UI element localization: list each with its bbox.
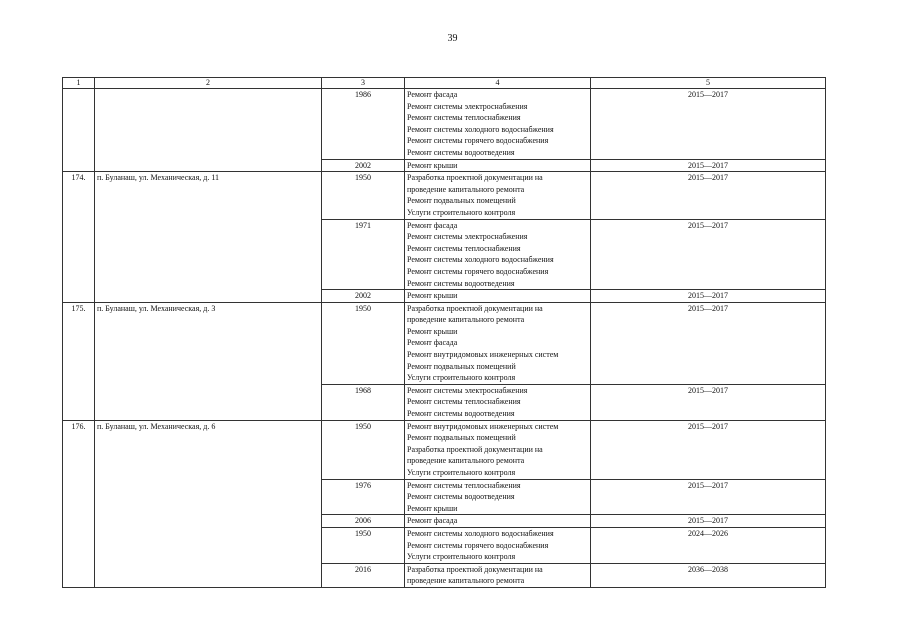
work-item: Разработка проектной документации на — [407, 303, 543, 313]
year-cell: 2006 — [322, 515, 405, 528]
number-cell-empty — [63, 89, 95, 172]
entry-number: 174. — [63, 172, 95, 303]
year-cell: 2002 — [322, 159, 405, 172]
period-cell: 2015—2017 — [591, 302, 826, 384]
period-cell: 2015—2017 — [591, 479, 826, 515]
period-cell: 2015—2017 — [591, 290, 826, 303]
period-cell: 2015—2017 — [591, 420, 826, 479]
work-item: Ремонт крыши — [407, 160, 458, 170]
year-cell: 2002 — [322, 290, 405, 303]
work-item: Ремонт фасада — [407, 338, 458, 348]
col-header: 1 — [63, 78, 95, 89]
entry-address: п. Буланаш, ул. Механическая, д. 6 — [95, 420, 322, 587]
work-item: Ремонт системы холодного водоснабжения — [407, 124, 554, 134]
work-item: Ремонт системы горячего водоснабжения — [407, 136, 549, 146]
work-item: Услуги строительного контроля — [407, 468, 516, 477]
works-cell — [405, 479, 591, 515]
work-item: Ремонт подвальных помещений — [407, 433, 516, 443]
work-item: Ремонт системы теплоснабжения — [407, 480, 521, 490]
table-row — [63, 172, 826, 219]
period-cell: 2015—2017 — [591, 159, 826, 172]
col-header: 3 — [322, 78, 405, 89]
period-cell: 2015—2017 — [591, 89, 826, 160]
period-cell: 2015—2017 — [591, 172, 826, 219]
period-cell: 2024—2026 — [591, 527, 826, 563]
work-item: Услуги строительного контроля — [407, 207, 516, 217]
year-cell: 1968 — [322, 384, 405, 420]
entry-address: п. Буланаш, ул. Механическая, д. 3 — [95, 302, 322, 420]
entry-address: п. Буланаш, ул. Механическая, д. 11 — [95, 172, 322, 303]
works-cell — [405, 420, 591, 479]
work-item: Разработка проектной документации на — [407, 564, 543, 574]
period-cell: 2015—2017 — [591, 219, 826, 290]
work-item: Ремонт внутридомовых инженерных систем — [407, 350, 559, 360]
work-item: Ремонт внутридомовых инженерных систем — [407, 421, 559, 431]
table-body — [63, 78, 826, 588]
work-item: Ремонт фасада — [407, 220, 458, 230]
works-cell — [405, 563, 591, 587]
work-item: Ремонт фасада — [407, 516, 458, 526]
year-cell: 1950 — [322, 172, 405, 219]
col-header: 5 — [591, 78, 826, 89]
work-item: проведение капитального ремонта — [407, 184, 525, 194]
repair-schedule-table — [62, 77, 826, 588]
year-cell: 1950 — [322, 527, 405, 563]
address-cell-empty — [95, 89, 322, 172]
work-item: Ремонт системы электроснабжения — [407, 385, 528, 395]
year-cell: 1950 — [322, 302, 405, 384]
works-cell — [405, 302, 591, 384]
work-item: Ремонт фасада — [407, 90, 458, 99]
work-item: Разработка проектной документации на — [407, 444, 543, 454]
works-cell — [405, 159, 591, 172]
table-row — [63, 420, 826, 479]
work-item: Ремонт системы водоотведения — [407, 278, 515, 288]
period-cell: 2036—2038 — [591, 563, 826, 587]
work-item: проведение капитального ремонта — [407, 576, 525, 586]
work-item: проведение капитального ремонта — [407, 315, 525, 325]
work-item: Ремонт подвальных помещений — [407, 361, 516, 371]
work-item: Ремонт системы теплоснабжения — [407, 397, 521, 407]
work-item: Ремонт подвальных помещений — [407, 196, 516, 206]
work-item: Ремонт системы горячего водоснабжения — [407, 266, 549, 276]
work-item: Ремонт системы электроснабжения — [407, 101, 528, 111]
works-cell — [405, 384, 591, 420]
work-item: Разработка проектной документации на — [407, 173, 543, 183]
work-item: Ремонт крыши — [407, 503, 458, 513]
works-cell — [405, 515, 591, 528]
works-cell — [405, 290, 591, 303]
work-item: Ремонт системы холодного водоснабжения — [407, 255, 554, 265]
work-item: Ремонт системы водоотведения — [407, 492, 515, 502]
work-item: Ремонт системы теплоснабжения — [407, 113, 521, 123]
period-cell: 2015—2017 — [591, 384, 826, 420]
work-item: Услуги строительного контроля — [407, 373, 516, 383]
page-number: 39 — [447, 33, 458, 44]
table-row — [63, 89, 826, 160]
work-item: Ремонт системы теплоснабжения — [407, 243, 521, 253]
table-row — [63, 302, 826, 384]
year-cell: 1976 — [322, 479, 405, 515]
work-item: Ремонт системы холодного водоснабжения — [407, 528, 554, 538]
work-item: Услуги строительного контроля — [407, 552, 516, 562]
work-item: Ремонт крыши — [407, 291, 458, 301]
year-cell: 1971 — [322, 219, 405, 290]
year-cell: 2016 — [322, 563, 405, 587]
work-item: Ремонт системы водоотведения — [407, 409, 515, 419]
period-cell: 2015—2017 — [591, 515, 826, 528]
entry-number: 175. — [63, 302, 95, 420]
work-item: Ремонт системы горячего водоснабжения — [407, 540, 549, 550]
work-item: Ремонт системы электроснабжения — [407, 232, 528, 242]
entry-number: 176. — [63, 420, 95, 587]
year-cell: 1950 — [322, 420, 405, 479]
year-cell: 1986 — [322, 89, 405, 160]
col-header: 4 — [405, 78, 591, 89]
works-cell — [405, 172, 591, 219]
work-item: Ремонт крыши — [407, 326, 458, 336]
col-header: 2 — [95, 78, 322, 89]
works-cell — [405, 527, 591, 563]
works-cell — [405, 89, 591, 160]
column-number-header-row — [63, 78, 826, 89]
works-cell — [405, 219, 591, 290]
work-item: Ремонт системы водоотведения — [407, 147, 515, 157]
work-item: проведение капитального ремонта — [407, 456, 525, 466]
